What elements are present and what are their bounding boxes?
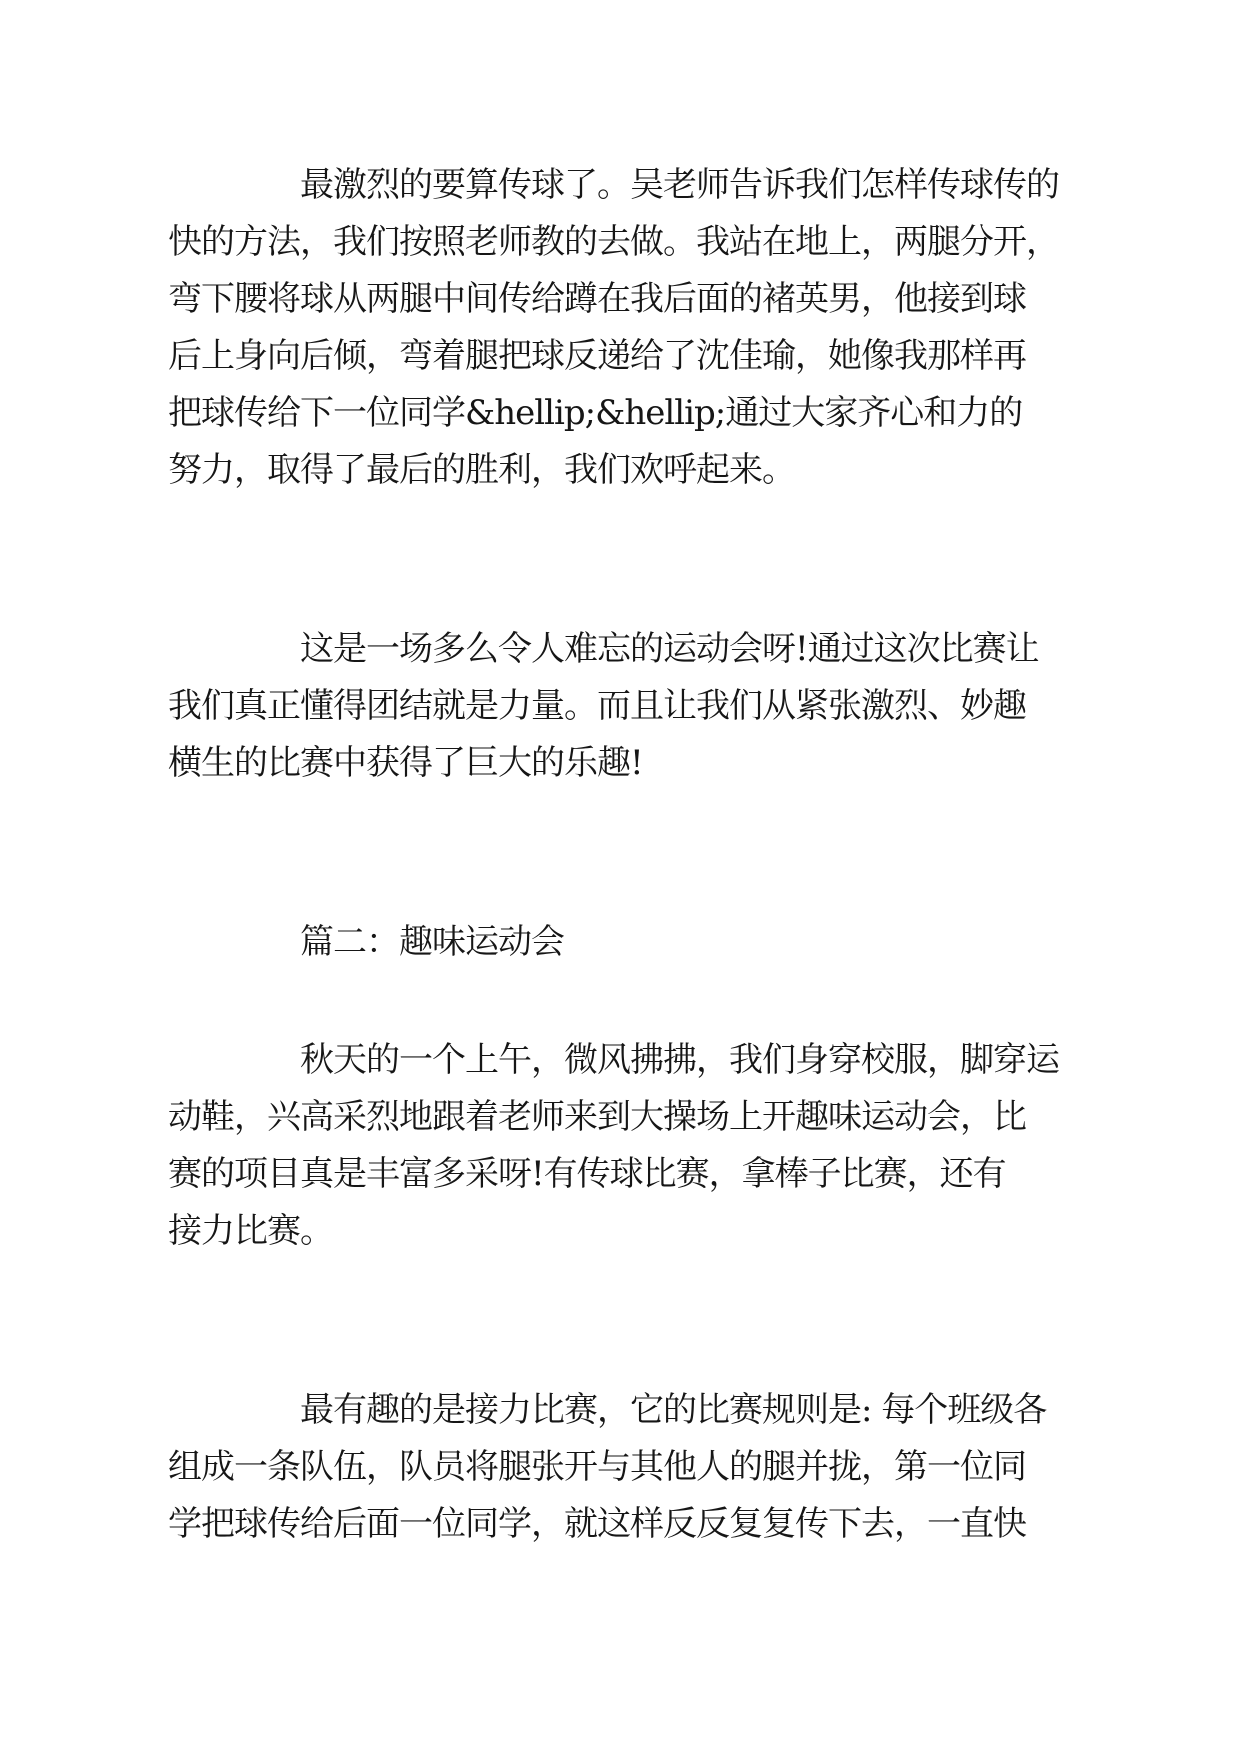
text-line: 弯下腰将球从两腿中间传给蹲在我后面的褚英男，他接到球 (168, 279, 1026, 319)
text-line: 横生的比赛中获得了巨大的乐趣! (168, 743, 643, 783)
paragraph-3 (168, 1032, 1083, 1260)
paragraph-4 (168, 1382, 1083, 1553)
section-heading (168, 914, 1083, 971)
text-line: 动鞋，兴高采烈地跟着老师来到大操场上开趣味运动会，比 (168, 1097, 1026, 1137)
text-line: 秋天的一个上午，微风拂拂，我们身穿校服，脚穿运 (300, 1040, 1059, 1080)
text-line: 最激烈的要算传球了。吴老师告诉我们怎样传球传的 (300, 165, 1059, 205)
text-column (168, 157, 1083, 1553)
text-line: 这是一场多么令人难忘的运动会呀!通过这次比赛让 (300, 629, 1039, 669)
text-line: 赛的项目真是丰富多采呀!有传球比赛，拿棒子比赛，还有 (168, 1154, 1006, 1194)
text-line: 把球传给下一位同学&hellip;&hellip;通过大家齐心和力的 (168, 393, 1023, 433)
text-line: 快的方法，我们按照老师教的去做。我站在地上，两腿分开， (168, 222, 1059, 262)
text-line: 组成一条队伍，队员将腿张开与其他人的腿并拢，第一位同 (168, 1447, 1026, 1487)
text-line: 努力，取得了最后的胜利，我们欢呼起来。 (168, 450, 795, 490)
heading-line: 篇二：趣味运动会 (300, 922, 564, 962)
text-line: 我们真正懂得团结就是力量。而且让我们从紧张激烈、妙趣 (168, 686, 1026, 726)
paragraph-1 (168, 157, 1083, 499)
text-line: 接力比赛。 (168, 1211, 333, 1251)
paragraph-2 (168, 621, 1083, 792)
text-line: 最有趣的是接力比赛，它的比赛规则是: 每个班级各 (300, 1390, 1047, 1430)
text-line: 学把球传给后面一位同学，就这样反反复复传下去，一直快 (168, 1504, 1026, 1544)
text-line: 后上身向后倾，弯着腿把球反递给了沈佳瑜，她像我那样再 (168, 336, 1026, 376)
